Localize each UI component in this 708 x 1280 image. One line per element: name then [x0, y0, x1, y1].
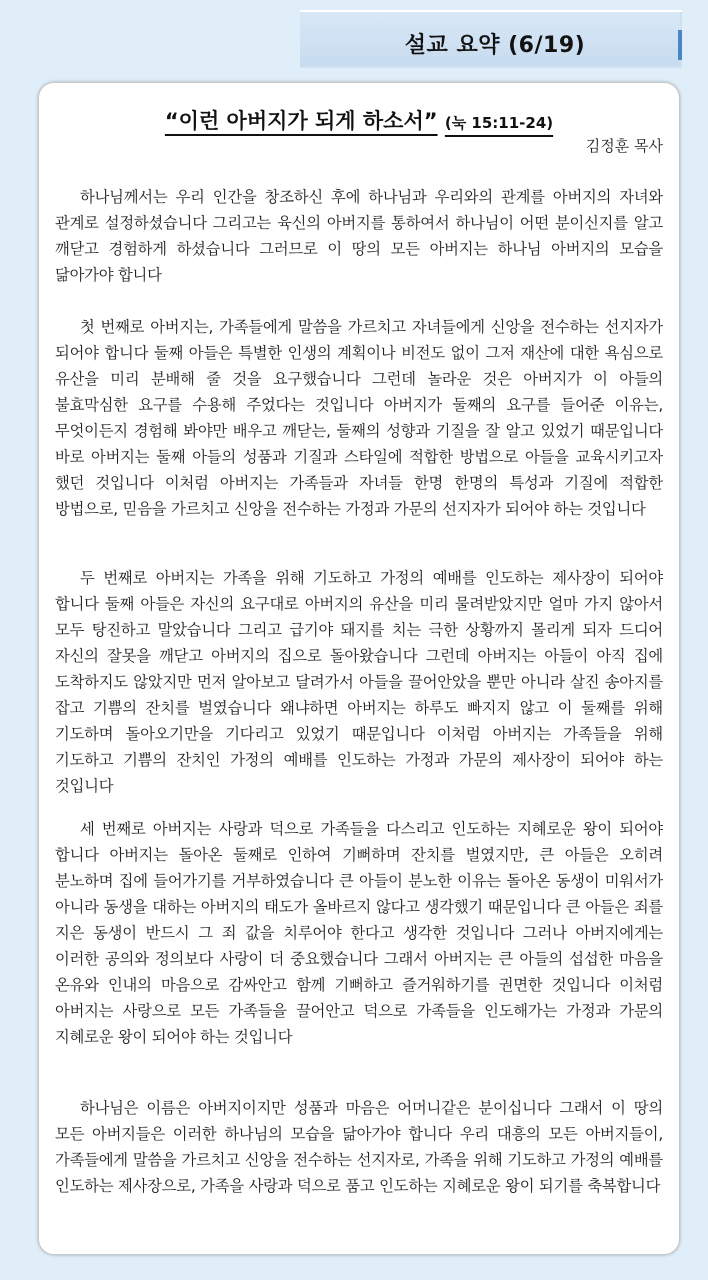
sermon-card	[38, 82, 680, 1255]
sermon-title-text: “이런 아버지가 되게 하소서”	[164, 109, 438, 133]
sermon-title	[39, 105, 679, 135]
author: 김정훈 목사	[585, 137, 663, 155]
paragraph-third-point: 세 번째로 아버지는 사랑과 덕으로 가족들을 다스리고 인도하는 지혜로운 왕이 되어야 합니다 아버지는 돌아온 둘째로 인하여 기뻐하며 잔치를 벌였지만, 큰 아들은 오히려 분노하며 집에 들어가기를 거부하였습니다 큰 아들이 분노한 이유는 돌아온 동생이 미워서가 아니라 동생을 대하는 아버지의 태도가 올바르지 않다고 생각했기 때문입니다 큰 아들은 죄를 지은 동생이 반드시 그 죄 값을 치루어야 한다고 생각한 것입니다 그러나 아버지에게는 이러한 공의와 정의보다 사랑이 더 중요했습니다 그래서 아버지는 큰 아들의 섭섭한 마음을 온유와 인내의 마음으로 감싸안고 함께 기뻐하고 즐거워하기를 권면한 것입니다 이처럼 아버지는 사랑으로 모든 가족들을 끌어안고 덕으로 가족들을 인도해가는 가정과 가문의 지혜로운 왕이 되어야 하는 것입니다	[55, 820, 663, 1046]
paragraph-intro: 하나님께서는 우리 인간을 창조하신 후에 하나님과 우리와의 관계를 아버지의 자녀와 관계로 설정하셨습니다 그리고는 육신의 아버지를 통하여서 하나님이 어떤 분이신지를 알고 깨닫고 경험하게 하셨습니다 그러므로 이 땅의 모든 아버지는 하나님 아버지의 모습을 닮아가야 합니다	[55, 188, 663, 284]
scripture-reference: (눅 15:11-24)	[444, 114, 554, 132]
paragraph-first-point: 첫 번째로 아버지는, 가족들에게 말씀을 가르치고 자녀들에게 신앙을 전수하는 선지자가 되어야 합니다 둘째 아들은 특별한 인생의 계획이나 비전도 없이 그저 재산에 대한 욕심으로 유산을 미리 분배해 줄 것을 요구했습니다 그런데 놀라운 것은 아버지가 이 아들의 불효막심한 요구를 수용해 주었다는 것입니다 아버지가 둘째의 요구를 들어준 이유는, 무엇이든지 경험해 봐야만 배우고 깨닫는, 둘째의 성향과 기질을 잘 알고 있었기 때문입니다 바로 아버지는 둘째 아들의 성품과 기질과 스타일에 적합한 방법으로 아들을 교육시키고자 했던 것입니다 이처럼 아버지는 가족들과 자녀들 한명 한명의 특성과 기질에 적합한 방법으로, 믿음을 가르치고 신앙을 전수하는 가정과 가문의 선지자가 되어야 하는 것입니다	[55, 318, 663, 518]
header-title: 설교 요약 (6/19)	[404, 33, 586, 58]
paragraph-second-point: 두 번째로 아버지는 가족을 위해 기도하고 가정의 예배를 인도하는 제사장이 되어야 합니다 둘째 아들은 자신의 요구대로 아버지의 유산을 미리 물려받았지만 얼마 가지 않아서 모두 탕진하고 말았습니다 그리고 급기야 돼지를 치는 극한 상황까지 몰리게 되자 드디어 자신의 잘못을 깨닫고 아버지의 집으로 돌아왔습니다 그런데 아버지는 아들이 아직 집에 도착하지도 않았지만 먼저 알아보고 달려가서 아들을 끌어안았을 뿐만 아니라 살진 송아지를 잡고 기쁨의 잔치를 벌였습니다 왜냐하면 아버지는 하루도 빠지지 않고 이 둘째를 위해 기도하며 돌아오기만을 기다리고 있었기 때문입니다 이처럼 아버지는 가족들을 위해 기도하고 기쁨의 잔치인 가정의 예배를 인도하는 가정과 가문의 제사장이 되어야 하는 것입니다	[55, 569, 663, 795]
paragraph-conclusion: 하나님은 이름은 아버지이지만 성품과 마음은 어머니같은 분이십니다 그래서 이 땅의 모든 아버지들은 이러한 하나님의 모습을 닮아가야 합니다 우리 대흥의 모든 아버지들이, 가족들에게 말씀을 가르치고 신앙을 전수하는 선지자로, 가족을 위해 기도하고 가정의 예배를 인도하는 제사장으로, 가족을 사랑과 덕으로 품고 인도하는 지혜로운 왕이 되기를 축복합니다	[55, 1099, 663, 1195]
